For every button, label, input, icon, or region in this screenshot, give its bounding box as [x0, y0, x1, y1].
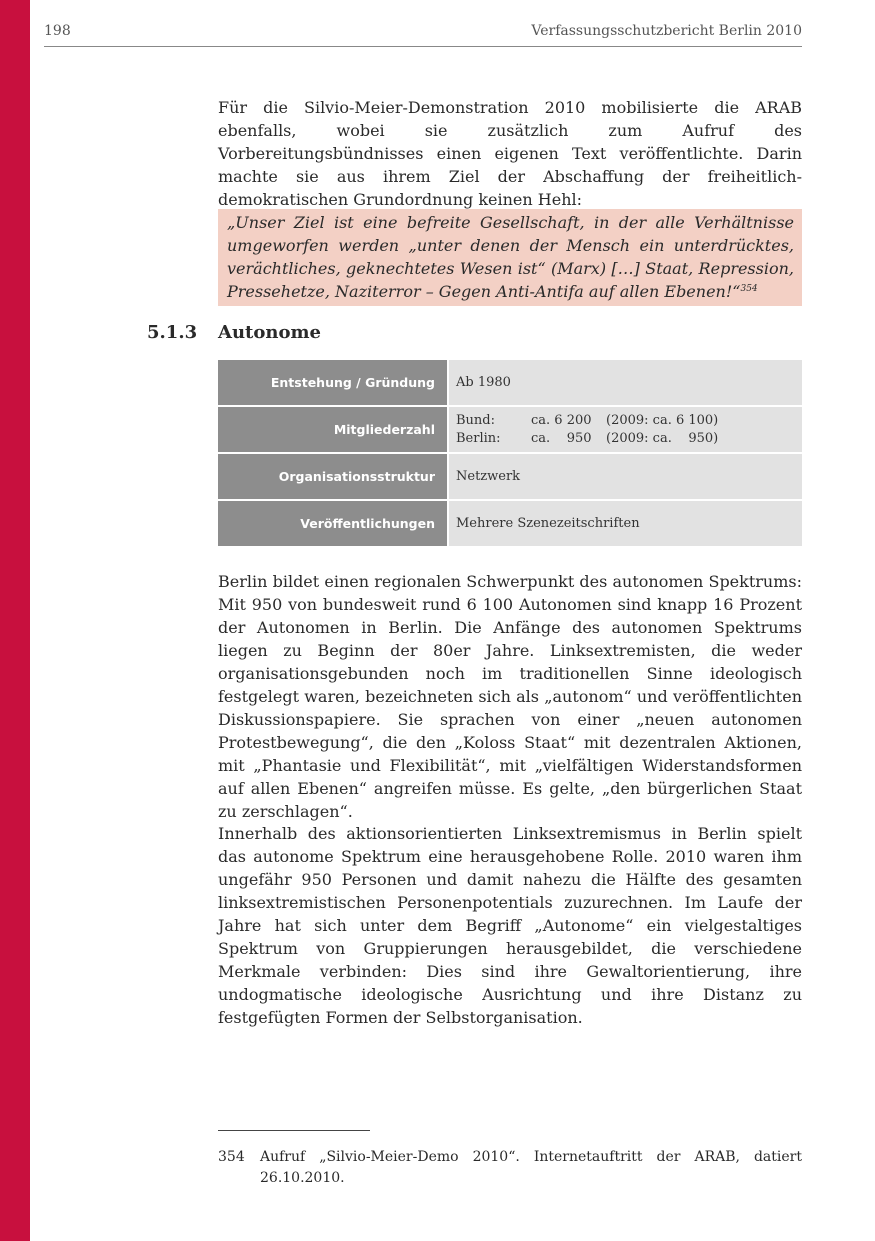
quote-footnote-ref[interactable]: 354	[740, 284, 758, 294]
fact-row-structure	[218, 454, 802, 499]
members-grid	[456, 412, 718, 448]
footnote-number: 354	[218, 1149, 245, 1165]
body-paragraph-autonome-role: Innerhalb des aktionsorientierten Linksextremismus in Berlin spielt das autonome Spektrum eine herausgehobene Rolle. 2010 waren ihm ungefähr 950 Personen und damit nahezu die Hälfte des gesamten linksextremistischen Personenpotentials zuzurechnen. Im Laufe der Jahre hat sich unter dem Begriff „Autonome“ ein vielgestaltiges Spektrum von Gruppierungen herausgebildet, die verschiedene Merkmale verbinden: Dies sind ihre Gewaltorientierung, ihre undogmatische ideologische Ausrichtung und ihre Distanz zu festgefügten Formen der Selbstorganisation.	[218, 824, 802, 1027]
footnote	[218, 1147, 802, 1189]
members-berlin-prev: (2009: ca. 950)	[606, 430, 719, 446]
fact-value: Mehrere Szenezeitschriften	[449, 501, 802, 546]
running-header	[44, 22, 802, 47]
page-number: 198	[44, 23, 71, 39]
fact-value: Netzwerk	[449, 454, 802, 499]
section-number: 5.1.3	[147, 322, 198, 343]
footnote-text: Aufruf „Silvio-Meier-Demo 2010“. Internetauftritt der ARAB, datiert 26.10.2010.	[260, 1149, 802, 1186]
members-berlin-label: Berlin:	[456, 430, 501, 446]
members-bund-label: Bund:	[456, 412, 495, 428]
members-berlin-value: ca. 950	[531, 430, 592, 446]
fact-row-founding	[218, 360, 802, 405]
members-bund-value: ca. 6 200	[531, 412, 592, 428]
quote-text: „Unser Ziel ist eine befreite Gesellschaft, in der alle Verhältnisse umgeworfen werden „unter denen der Mensch ein unterdrücktes, verächtliches, geknechtetes Wesen ist“ (Marx) […] Staat, Repression, Pressehetze, Naziterror – Gegen Anti-Antifa auf allen Ebenen!“	[227, 213, 794, 301]
footnote-separator	[218, 1130, 370, 1131]
fact-label: Organisationsstruktur	[218, 454, 447, 499]
members-bund-prev: (2009: ca. 6 100)	[606, 412, 719, 428]
publication-title: Verfassungsschutzbericht Berlin 2010	[531, 23, 802, 39]
section-title: Autonome	[218, 322, 321, 343]
fact-value: Ab 1980	[449, 360, 802, 405]
fact-row-publications	[218, 501, 802, 546]
body-paragraph-autonome-history: Berlin bildet einen regionalen Schwerpunkt des autonomen Spektrums: Mit 950 von bundesweit rund 6 100 Autonomen sind knapp 16 Prozent der Autonomen in Berlin. Die Anfänge des autonomen Spektrums liegen zu Beginn der 80er Jahre. Linksextremisten, die weder organisationsgebunden noch im traditionellen Sinne ideologisch festgelegt waren, bezeichneten sich als „autonom“ und veröffentlichten Diskussionspapiere. Sie sprachen von einer „neuen autonomen Protestbewegung“, die den „Koloss Staat“ mit dezentralen Aktionen, mit „Phantasie und Flexibilität“, mit „vielfältigen Widerstandsformen auf allen Ebenen“ angreifen müsse. Es gelte, „den bürgerlichen Staat zu zerschlagen“.	[218, 572, 802, 821]
fact-label: Mitgliederzahl	[218, 407, 447, 452]
side-color-bar	[0, 0, 30, 1241]
fact-row-members	[218, 407, 802, 452]
fact-value	[449, 407, 802, 452]
quote-block	[218, 209, 802, 306]
fact-table	[218, 360, 802, 548]
fact-label: Entstehung / Gründung	[218, 360, 447, 405]
fact-label: Veröffentlichungen	[218, 501, 447, 546]
intro-paragraph: Für die Silvio-Meier-Demonstration 2010 mobilisierte die ARAB ebenfalls, wobei sie zusätzlich zum Aufruf des Vorbereitungsbündnisses einen eigenen Text veröffentlichte. Darin machte sie aus ihrem Ziel der Abschaffung der freiheitlich-demokratischen Grundordnung keinen Hehl:	[218, 98, 802, 209]
